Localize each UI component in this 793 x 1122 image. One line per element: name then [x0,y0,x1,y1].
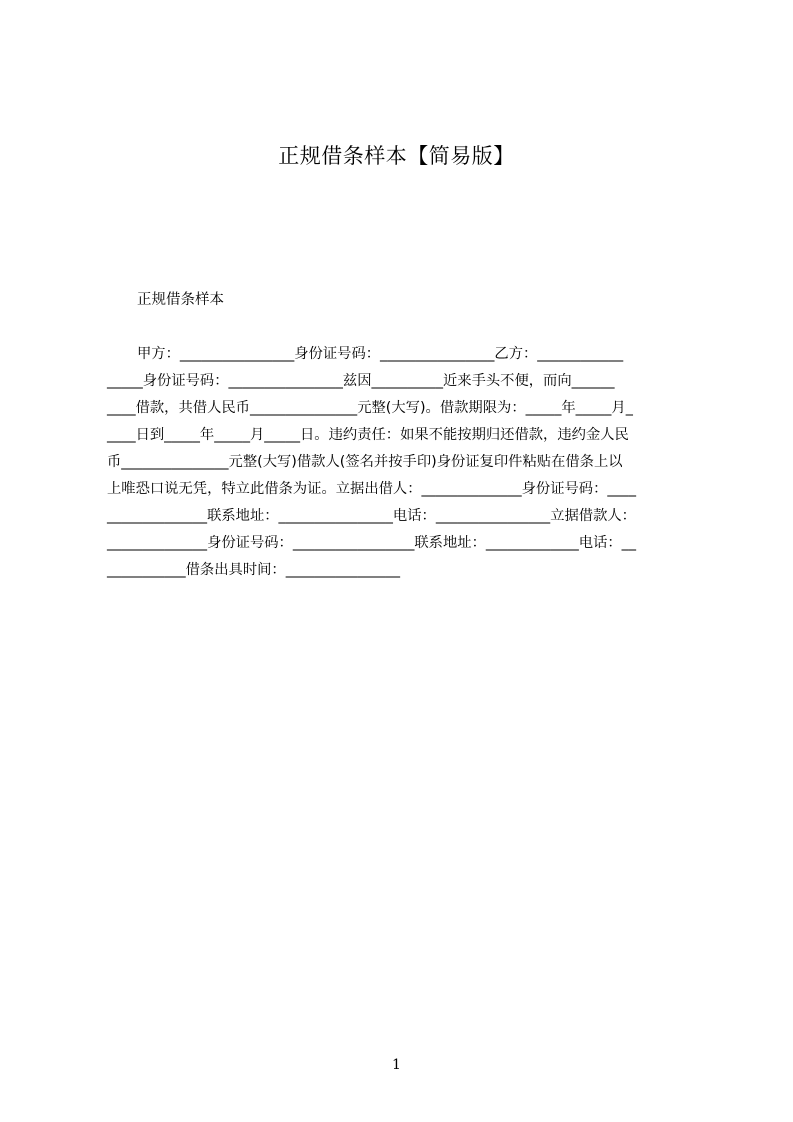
body-line: ___________借条出具时间：________________ [107,562,401,578]
body-line: _____身份证号码：________________兹因__________近来手头不便，而向______ [107,373,615,389]
body-line: ______________联系地址：________________电话：________________立据借款人： [107,508,636,524]
body-line: ____日到_____年_____月_____日。违约责任：如果不能按期归还借款，违约金人民 [107,427,629,443]
body-line: 上唯恐口说无凭，特立此借条为证。立据出借人：______________身份证号码：____ [107,481,636,497]
body-line: 甲方：________________身份证号码：________________乙方：____________ [137,346,624,362]
document-subheading: 正规借条样本 [137,292,224,308]
page-number: 1 [392,1057,401,1073]
body-line: ____借款，共借人民币_______________元整(大写)。借款期限为：_____年_____月_ [107,400,633,416]
body-line: ______________身份证号码：_________________联系地址：_____________电话：__ [107,535,636,551]
document-title: 正规借条样本【简易版】 [278,144,515,168]
body-line: 币_______________元整(大写)借款人(签名并按手印)身份证复印件粘贴在借条上以 [107,454,623,470]
